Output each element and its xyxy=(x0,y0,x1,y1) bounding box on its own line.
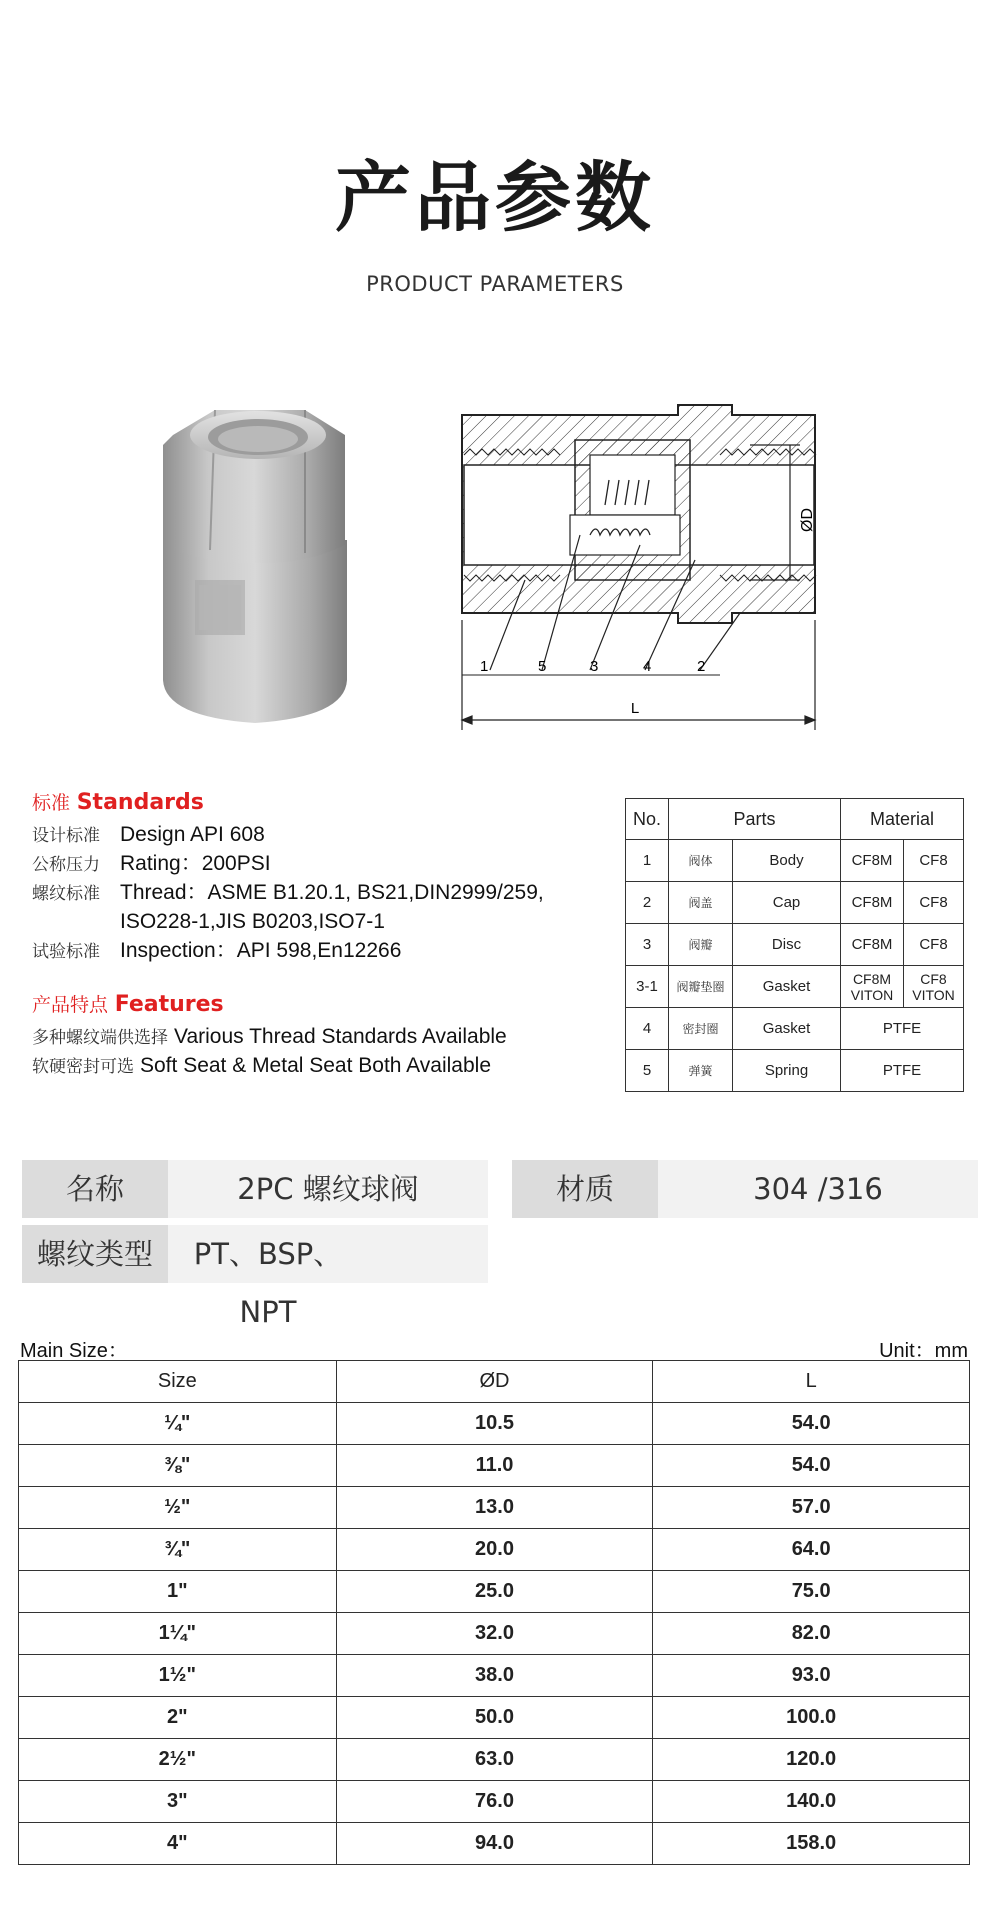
length-cell: 100.0 xyxy=(653,1697,970,1739)
length-cell: 75.0 xyxy=(653,1571,970,1613)
callout-4: 4 xyxy=(643,658,652,675)
length-cell: 54.0 xyxy=(653,1403,970,1445)
callout-3: 3 xyxy=(590,658,599,675)
spec-material-box xyxy=(512,1160,978,1218)
size-table-unit: Unit：mm xyxy=(879,1340,968,1362)
table-row xyxy=(19,1655,970,1697)
part-material-1: CF8M xyxy=(841,882,904,924)
part-no: 2 xyxy=(626,882,669,924)
size-table xyxy=(18,1360,970,1865)
spec-name-value: 2PC 螺纹球阀 xyxy=(237,1172,419,1206)
standard-value: Thread：ASME B1.20.1, BS21,DIN2999/259, xyxy=(120,881,544,904)
table-row xyxy=(19,1739,970,1781)
table-row xyxy=(19,1487,970,1529)
spec-thread-label: 螺纹类型 xyxy=(22,1225,168,1283)
table-row xyxy=(626,882,964,924)
table-row xyxy=(19,1697,970,1739)
standards-heading-en: Standards xyxy=(76,790,204,815)
cross-section-drawing xyxy=(450,395,880,735)
diameter-cell: 94.0 xyxy=(336,1823,653,1865)
part-material-2: CF8 xyxy=(904,840,964,882)
size-cell: 1½" xyxy=(19,1655,337,1697)
part-cn: 阀体 xyxy=(669,840,733,882)
page-title: 产品参数 xyxy=(335,153,655,242)
spec-thread-box xyxy=(22,1225,488,1329)
part-no: 3 xyxy=(626,924,669,966)
part-material-2: CF8 xyxy=(904,882,964,924)
part-cn: 阀盖 xyxy=(669,882,733,924)
page-subtitle: PRODUCT PARAMETERS xyxy=(366,272,624,296)
table-row xyxy=(19,1403,970,1445)
part-name: Gasket xyxy=(733,1008,841,1050)
table-row xyxy=(19,1781,970,1823)
table-row xyxy=(626,1050,964,1092)
part-material-1: CF8M VITON xyxy=(841,966,904,1008)
diameter-cell: 11.0 xyxy=(336,1445,653,1487)
length-cell: 120.0 xyxy=(653,1739,970,1781)
size-cell: 1¼" xyxy=(19,1613,337,1655)
header-material: Material xyxy=(841,799,964,840)
diameter-cell: 10.5 xyxy=(336,1403,653,1445)
callout-5: 5 xyxy=(538,658,547,675)
size-cell: 2½" xyxy=(19,1739,337,1781)
valve-photo xyxy=(155,405,355,730)
header-length: L xyxy=(653,1361,970,1403)
part-no: 1 xyxy=(626,840,669,882)
part-no: 4 xyxy=(626,1008,669,1050)
part-material: PTFE xyxy=(841,1050,964,1092)
diameter-cell: 76.0 xyxy=(336,1781,653,1823)
size-cell: ¼" xyxy=(19,1403,337,1445)
table-row xyxy=(626,1008,964,1050)
feature-value: Soft Seat & Metal Seat Both Available xyxy=(140,1054,492,1077)
size-table-header xyxy=(19,1361,970,1403)
diameter-cell: 32.0 xyxy=(336,1613,653,1655)
table-row xyxy=(19,1445,970,1487)
standard-label: 试验标准 xyxy=(32,942,100,962)
size-cell: ½" xyxy=(19,1487,337,1529)
callout-1: 1 xyxy=(480,658,489,675)
diameter-cell: 50.0 xyxy=(336,1697,653,1739)
callout-2: 2 xyxy=(697,658,706,675)
part-material: PTFE xyxy=(841,1008,964,1050)
part-material-1: CF8M xyxy=(841,924,904,966)
size-cell: ⅜" xyxy=(19,1445,337,1487)
feature-label: 软硬密封可选 xyxy=(32,1057,134,1077)
part-material-2: CF8 VITON xyxy=(904,966,964,1008)
standard-value: Rating：200PSI xyxy=(120,852,271,875)
table-row xyxy=(19,1571,970,1613)
standards-section xyxy=(32,788,622,965)
header-parts: Parts xyxy=(669,799,841,840)
features-section xyxy=(32,990,622,1080)
length-cell: 54.0 xyxy=(653,1445,970,1487)
diameter-label: ØD xyxy=(799,508,816,532)
standards-heading-cn: 标准 xyxy=(32,792,71,814)
length-cell: 64.0 xyxy=(653,1529,970,1571)
spec-material-value: 304 /316 xyxy=(753,1172,883,1206)
diameter-cell: 13.0 xyxy=(336,1487,653,1529)
part-name: Cap xyxy=(733,882,841,924)
part-cn: 阀瓣 xyxy=(669,924,733,966)
part-no: 3-1 xyxy=(626,966,669,1008)
table-row xyxy=(626,840,964,882)
diameter-cell: 25.0 xyxy=(336,1571,653,1613)
parts-table-header xyxy=(626,799,964,840)
length-label: L xyxy=(630,700,640,717)
length-cell: 82.0 xyxy=(653,1613,970,1655)
part-material-2: CF8 xyxy=(904,924,964,966)
part-cn: 阀瓣垫圈 xyxy=(669,966,733,1008)
spec-name-box xyxy=(22,1160,488,1218)
part-cn: 弹簧 xyxy=(669,1050,733,1092)
length-cell: 158.0 xyxy=(653,1823,970,1865)
parts-table xyxy=(625,798,964,1092)
part-name: Spring xyxy=(733,1050,841,1092)
length-cell: 93.0 xyxy=(653,1655,970,1697)
length-cell: 57.0 xyxy=(653,1487,970,1529)
header-size: Size xyxy=(19,1361,337,1403)
part-cn: 密封圈 xyxy=(669,1008,733,1050)
table-row xyxy=(19,1613,970,1655)
part-material-1: CF8M xyxy=(841,840,904,882)
features-heading-en: Features xyxy=(114,992,224,1017)
diameter-cell: 20.0 xyxy=(336,1529,653,1571)
size-table-title: Main Size： xyxy=(20,1340,128,1362)
table-row xyxy=(626,924,964,966)
part-no: 5 xyxy=(626,1050,669,1092)
standard-value: Inspection：API 598,En12266 xyxy=(120,939,402,962)
length-cell: 140.0 xyxy=(653,1781,970,1823)
standard-label: 设计标准 xyxy=(32,826,100,846)
feature-value: Various Thread Standards Available xyxy=(174,1025,507,1048)
spec-thread-value: PT、BSP、NPT xyxy=(193,1237,343,1329)
table-row xyxy=(19,1529,970,1571)
part-name: Disc xyxy=(733,924,841,966)
standard-label: 螺纹标准 xyxy=(32,884,100,904)
table-row xyxy=(626,966,964,1008)
header-no: No. xyxy=(626,799,669,840)
diameter-cell: 63.0 xyxy=(336,1739,653,1781)
size-cell: 4" xyxy=(19,1823,337,1865)
part-name: Body xyxy=(733,840,841,882)
size-cell: 2" xyxy=(19,1697,337,1739)
standard-label: 公称压力 xyxy=(32,855,100,875)
part-name: Gasket xyxy=(733,966,841,1008)
standard-value: ISO228-1,JIS B0203,ISO7-1 xyxy=(120,910,385,933)
size-cell: 1" xyxy=(19,1571,337,1613)
size-cell: 3" xyxy=(19,1781,337,1823)
spec-material-label: 材质 xyxy=(512,1160,658,1218)
header-diameter: ØD xyxy=(336,1361,653,1403)
feature-label: 多种螺纹端供选择 xyxy=(32,1028,168,1048)
table-row xyxy=(19,1823,970,1865)
diameter-cell: 38.0 xyxy=(336,1655,653,1697)
standard-value: Design API 608 xyxy=(120,823,265,846)
features-heading-cn: 产品特点 xyxy=(32,994,109,1016)
spec-name-label: 名称 xyxy=(22,1160,168,1218)
size-cell: ¾" xyxy=(19,1529,337,1571)
